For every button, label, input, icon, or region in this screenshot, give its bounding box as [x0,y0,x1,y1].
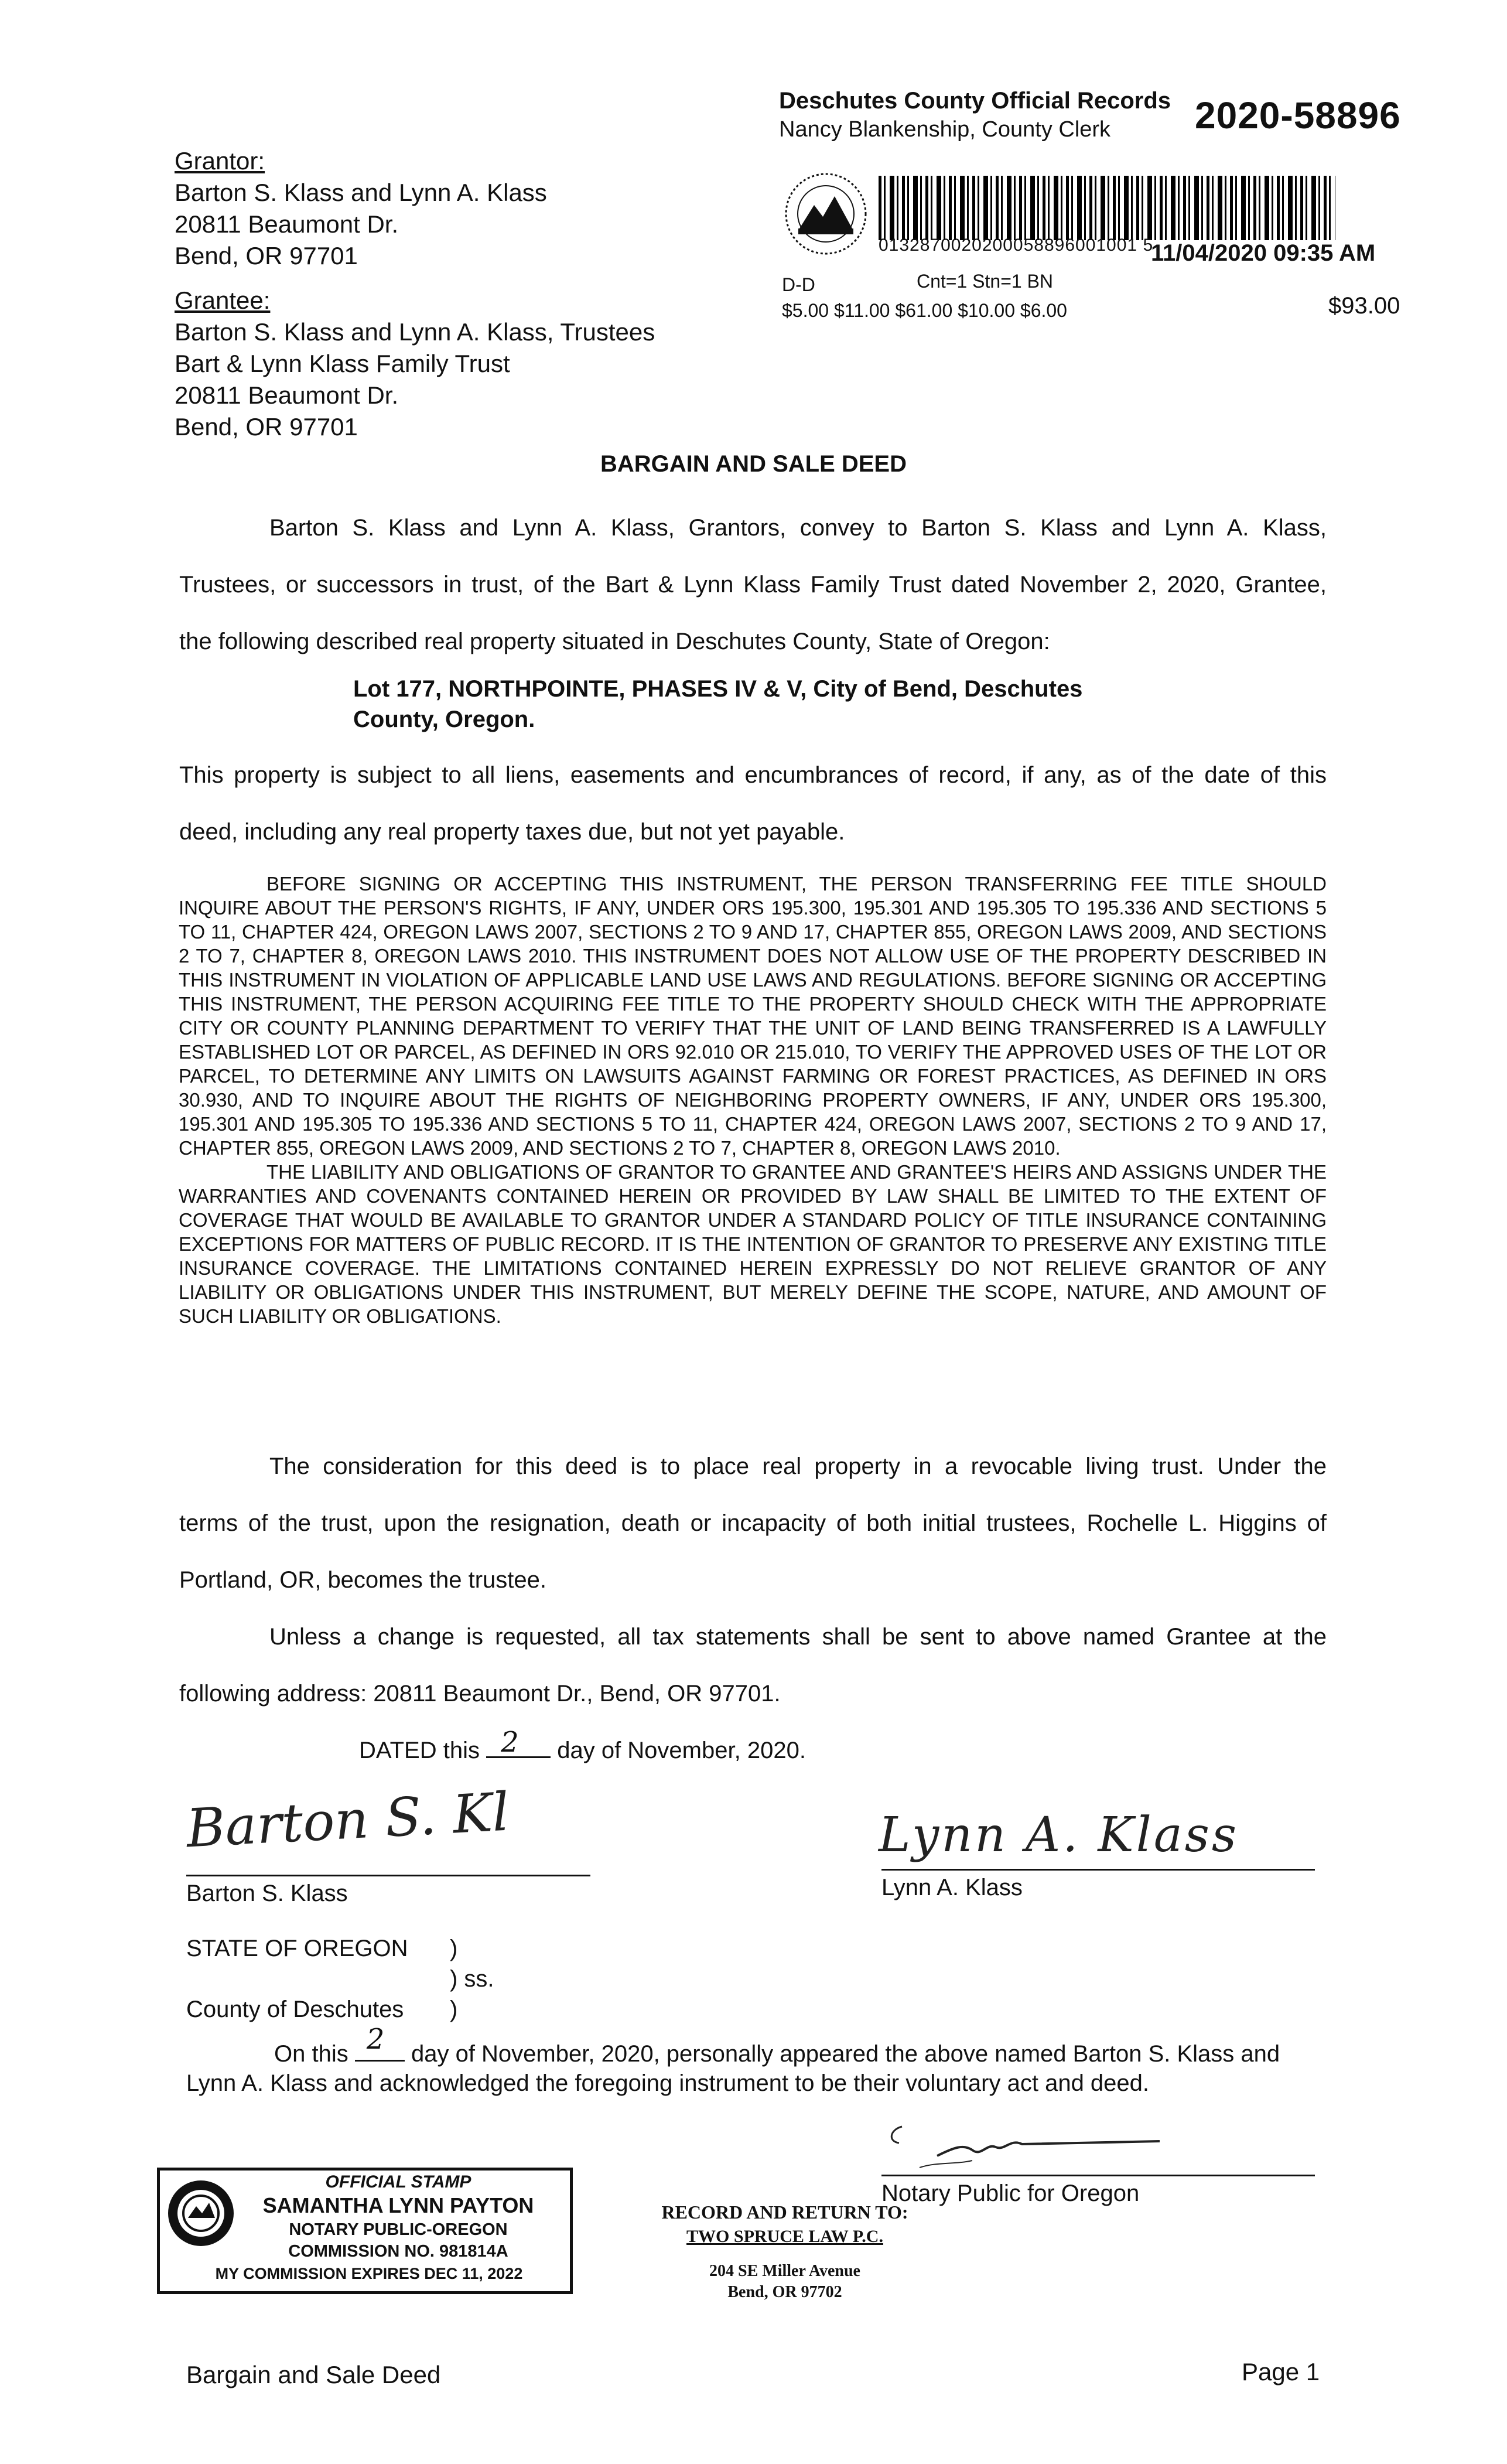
ack-day-blank [355,2023,405,2062]
venue-paren-1: ) [450,1936,458,1961]
recording-counts: Cnt=1 Stn=1 BN [917,271,1054,292]
recording-doc-type: D-D [782,274,815,295]
grantee-label: Grantee: [175,286,271,314]
county-seal-icon [782,170,870,258]
ack-text-2: Lynn A. Klass and acknowledged the foregoing instrument to be their voluntary act and deed. [186,2070,1150,2096]
venue-county: County of Deschutes [186,1997,404,2022]
recording-fees: $5.00 $11.00 $61.00 $10.00 $6.00 [782,300,1067,321]
stamp-name: SAMANTHA LYNN PAYTON [262,2193,534,2217]
subject-line-1: This property is subject to all liens, easements and encumbrances of record, if any, as of the date of this [179,762,1327,788]
stamp-title: NOTARY PUBLIC-OREGON [289,2220,508,2239]
dated-prefix: DATED this [359,1738,480,1763]
notary-signature [884,2115,1189,2179]
lot-line-1: Lot 177, NORTHPOINTE, PHASES IV & V, City of Bend, Deschutes [353,676,1083,702]
stamp-text [234,2168,562,2261]
grantee-trust: Bart & Lynn Klass Family Trust [175,350,510,377]
liability-paragraph: THE LIABILITY AND OBLIGATIONS OF GRANTOR TO GRANTEE AND GRANTEE'S HEIRS AND ASSIGNS UNDER THE WARRANTIES AND COVENANTS CONTAINED HEREIN OR PROVIDED BY LAW SHALL BE LIMITED TO THE EXTENT OF COVERAGE THAT WOULD BE AVAILABLE TO GRANTOR UNDER A STANDARD POLICY OF TITLE INSURANCE CONTAINING EXCEPTIONS FOR MATTERS OF PUBLIC RECORD. IT IS THE INTENTION OF GRANTOR TO PRESERVE ANY EXISTING TITLE INSURANCE COVERAGE. THE LIMITATIONS CONTAINED HEREIN EXPRESSLY DO NOT RELIEVE GRANTOR OF ANY LIABILITY OR OBLIGATIONS UNDER THIS INSTRUMENT, BUT MERELY DEFINE THE SCOPE, NATURE, AND AMOUNT OF SUCH LIABILITY OR OBLIGATIONS. [179,1161,1327,1327]
subject-line-2: deed, including any real property taxes due, but not yet payable. [179,819,845,845]
intro-line-3: the following described real property situated in Deschutes County, State of Oregon: [179,629,1050,654]
record-return-block [597,2202,972,2302]
intro-line-1: Barton S. Klass and Lynn A. Klass, Grantors, convey to Barton S. Klass and Lynn A. Klass, [269,515,1327,541]
footer-page-number: Page 1 [1242,2358,1320,2385]
stamp-commission: COMMISSION NO. 981814A [288,2242,508,2261]
return-firm: TWO SPRUCE LAW P.C. [686,2227,883,2246]
venue-state: STATE OF OREGON [186,1936,408,1961]
ack-day: 2 [366,2023,385,2056]
recording-total: $93.00 [1328,293,1400,319]
recording-number: 2020-58896 [1195,94,1401,136]
venue-ss: ) ss. [450,1966,494,1992]
venue-paren-2: ) [450,1997,458,2022]
notary-signature-line [881,2175,1315,2176]
tax-line-2: following address: 20811 Beaumont Dr., Bend, OR 97701. [179,1681,781,1707]
dated-day: 2 [501,1726,519,1759]
lynn-signature: Lynn A. Klass [879,1807,1239,1863]
oregon-seal-icon [166,2178,236,2248]
return-street: 204 SE Miller Avenue [709,2262,860,2280]
lot-line-2: County, Oregon. [353,707,535,732]
warning-paragraph: BEFORE SIGNING OR ACCEPTING THIS INSTRUMENT, THE PERSON TRANSFERRING FEE TITLE SHOULD INQUIRE ABOUT THE PERSON'S RIGHTS, IF ANY, UNDER ORS 195.300, 195.301 AND 195.305 TO 195.336 AND SECTIONS 5 TO 11, CHAPTER 424, OREGON LAWS 2007, SECTIONS 2 TO 9 AND 17, CHAPTER 855, OREGON LAWS 2009, AND SECTIONS 2 TO 7, CHAPTER 8, OREGON LAWS 2010. THIS INSTRUMENT DOES NOT ALLOW USE OF THE PROPERTY DESCRIBED IN THIS INSTRUMENT IN VIOLATION OF APPLICABLE LAND USE LAWS AND REGULATIONS. BEFORE SIGNING OR ACCEPTING THIS INSTRUMENT, THE PERSON ACQUIRING FEE TITLE TO THE PROPERTY SHOULD CHECK WITH THE APPROPRIATE CITY OR COUNTY PLANNING DEPARTMENT TO VERIFY THAT THE UNIT OF LAND BEING TRANSFERRED IS A LAWFULLY ESTABLISHED LOT OR PARCEL, AS DEFINED IN ORS 92.010 OR 215.010, TO VERIFY THE APPROVED USES OF THE LOT OR PARCEL, TO DETERMINE ANY LIMITS ON LAWSUITS AGAINST FARMING OR FOREST PRACTICES, AS DEFINED IN ORS 30.930, AND TO INQUIRE ABOUT THE RIGHTS OF NEIGHBORING PROPERTY OWNERS, IF ANY, UNDER ORS 195.300, 195.301 AND 195.305 TO 195.336 AND SECTIONS 5 TO 11, CHAPTER 424, OREGON LAWS 2007, SECTIONS 2 TO 9 AND 17, CHAPTER 855, OREGON LAWS 2009, AND SECTIONS 2 TO 7, CHAPTER 8, OREGON LAWS 2010. [179,873,1327,1159]
dated-line [359,1726,806,1764]
consideration-line-3: Portland, OR, becomes the trustee. [179,1567,546,1593]
acknowledgment [186,2023,1328,2098]
grantee-name: Barton S. Klass and Lynn A. Klass, Trustees [175,318,655,346]
barton-signature: Barton S. Kl [184,1781,511,1860]
dated-suffix: day of November, 2020. [557,1738,806,1763]
statutory-warning [179,872,1327,1328]
consideration-line-1: The consideration for this deed is to place real property in a revocable living trust. Under the [269,1453,1327,1479]
tax-line-1: Unless a change is requested, all tax statements shall be sent to above named Grantee at the [269,1624,1327,1650]
grantee-city: Bend, OR 97701 [175,413,358,441]
intro-line-2: Trustees, or successors in trust, of the Bart & Lynn Klass Family Trust dated November 2, 2020, Grantee, [179,572,1327,598]
barcode-digits: 0132870020200058896001001 5 [879,236,1154,255]
recording-org: Deschutes County Official Records [779,88,1171,114]
lynn-name: Lynn A. Klass [881,1875,1023,1900]
grantor-label: Grantor: [175,147,265,175]
return-heading: RECORD AND RETURN TO: [661,2202,908,2223]
ack-text-1: day of November, 2020, personally appeared the above named Barton S. Klass and [411,2041,1280,2067]
barton-signature-line [186,1875,590,1876]
document-title: BARGAIN AND SALE DEED [600,451,907,477]
grantee-block [175,285,655,443]
stamp-expires: MY COMMISSION EXPIRES DEC 11, 2022 [215,2265,523,2282]
barcode [879,176,1335,240]
grantor-name: Barton S. Klass and Lynn A. Klass [175,179,547,206]
notary-label: Notary Public for Oregon [881,2180,1140,2206]
grantor-city: Bend, OR 97701 [175,242,358,269]
recording-clerk: Nancy Blankenship, County Clerk [779,117,1111,142]
return-city: Bend, OR 97702 [727,2283,842,2301]
grantee-street: 20811 Beaumont Dr. [175,381,399,409]
grantor-block [175,145,547,272]
dated-day-blank [486,1726,551,1759]
recording-datetime: 11/04/2020 09:35 AM [1151,240,1376,266]
grantor-street: 20811 Beaumont Dr. [175,210,399,238]
lynn-signature-line [881,1869,1315,1871]
footer-doc-name: Bargain and Sale Deed [186,2361,441,2388]
ack-on-this: On this [274,2041,348,2067]
venue-block [186,1933,494,2025]
stamp-heading: OFFICIAL STAMP [325,2172,471,2192]
consideration-line-2: terms of the trust, upon the resignation, death or incapacity of both initial trustees, Rochelle L. Higgins of [179,1510,1327,1536]
legal-description [353,674,1082,735]
barton-name: Barton S. Klass [186,1881,348,1906]
